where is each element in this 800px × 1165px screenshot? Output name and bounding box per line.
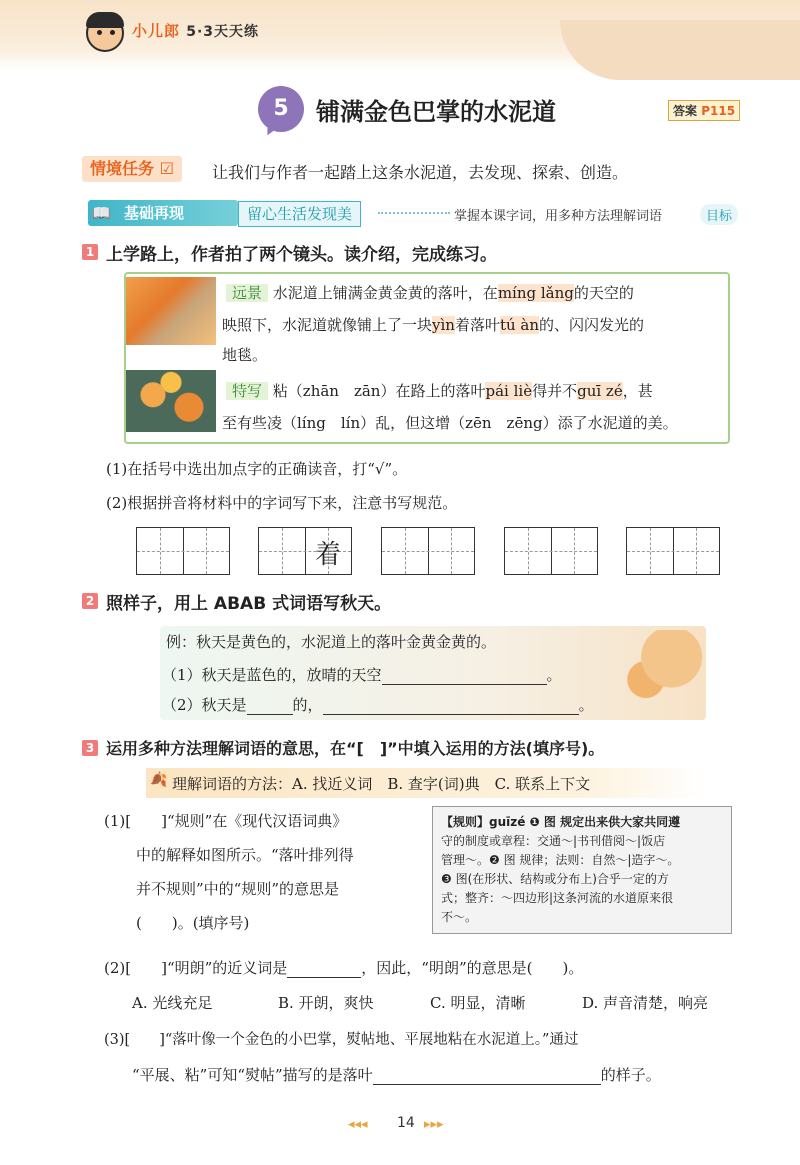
option-d[interactable]: D. 声音清楚，响亮 [582,994,709,1012]
material-line: 映照下，水泥道就像铺上了一块yìn着落叶tú àn的、闪闪发光的 [222,316,645,334]
answer-blank[interactable] [287,959,361,978]
answer-blank[interactable] [247,696,293,715]
fill-item: （2）秋天是 的， 。 [162,696,594,714]
label-close-up: 特写 [226,382,268,400]
page-arrows-right: ▸▸▸ [424,1117,444,1132]
sub-question-line: 中的解释如图所示。“落叶排列得 [136,846,354,864]
dictionary-entry: 【规则】guīzé ❶ 图 规定出来供大家共同遵 守的制度或章程：交通～|书刊借阅～|饭店 管理～。❷ 图 规律；法则：自然～|造字～。 ❸ 图(在形状、结构或分布上)合乎一定的方 式；整齐：～四边形|这条河流的水道原来很 不～。 [432,806,732,934]
option-b[interactable]: B. 开朗，爽快 [278,994,374,1012]
grid-character: 着 [315,540,342,570]
fill-item: （1）秋天是蓝色的，放晴的天空 。 [162,666,562,684]
sub-question-line: ( )。(填序号) [136,914,250,932]
page-arrows-left: ◂◂◂ [348,1117,368,1132]
question-number: 1 [82,244,98,260]
pinyin-blank: yìn [432,316,455,334]
answer-blank[interactable] [373,1066,601,1085]
sub-question-line: (1)[ ]“规则”在《现代汉语词典》 [104,812,348,830]
question-number: 3 [82,740,98,756]
pinyin-blank: tú àn [499,316,540,334]
pinyin-blank: guī zé [577,382,623,400]
option-c[interactable]: C. 明显，清晰 [430,994,526,1012]
question-number: 2 [82,593,98,609]
page-number: 14 [397,1115,415,1131]
writing-grid[interactable] [258,527,352,575]
autumn-tree-illustration [620,630,706,720]
sub-question: (2)根据拼音将材料中的字词写下来，注意书写规范。 [106,494,458,512]
method-list: 理解词语的方法：A. 找近义词 B. 查字(词)典 C. 联系上下文 [172,775,591,793]
book-icon: 📖 [92,204,111,222]
pinyin-blank: pái liè [485,382,533,400]
lesson-title: 铺满金色巴掌的水泥道 [316,98,556,126]
section-title: 基础再现 [88,200,238,226]
answer-blank[interactable] [323,696,579,715]
mascot-hair [86,12,124,28]
fallen-leaves-image [126,370,216,432]
material-line: 特写 粘（zhān zān）在路上的落叶pái liè得并不guī zé，甚 [226,380,653,401]
writing-grid[interactable] [136,527,230,575]
header-wave [560,20,800,80]
brand-logo: 小儿郎 5·3天天练 [132,22,260,40]
checkbox-icon: ☑ [159,159,174,178]
answer-blank[interactable] [382,666,547,685]
question-title: 运用多种方法理解词语的意思，在“[ ]”中填入运用的方法(填序号)。 [106,739,605,758]
sub-question-line: “平展、粘”可知“熨帖”描写的是落叶 的样子。 [132,1066,661,1084]
writing-grid[interactable] [626,527,720,575]
material-line: 至有些凌（líng lín）乱，但这增（zēn zēng）添了水泥道的美。 [222,414,678,432]
material-line: 地毯。 [222,346,268,364]
option-a[interactable]: A. 光线充足 [132,994,213,1012]
writing-grid[interactable] [381,527,475,575]
mascot-eye [97,30,102,35]
answer-reference[interactable]: 答案 P115 [668,100,740,121]
question-title: 照样子，用上 ABAB 式词语写秋天。 [106,594,392,614]
question-title: 上学路上，作者拍了两个镜头。读介绍，完成练习。 [106,245,497,265]
leaf-icon: 🍂 [150,772,168,788]
lesson-number-badge: 5 [258,86,304,132]
mascot-eye [110,30,115,35]
section-subtitle: 留心生活发现美 [238,201,361,227]
task-text: 让我们与作者一起踏上这条水泥道，去发现、探索、创造。 [212,163,629,182]
sub-question: (1)在括号中选出加点字的正确读音，打“√”。 [106,460,408,478]
example-sentence: 例：秋天是黄色的，水泥道上的落叶金黄金黄的。 [166,633,497,651]
goal-tag: 目标 [700,204,738,225]
dotted-divider [378,212,450,214]
writing-grid[interactable] [504,527,598,575]
sub-question-line: 并不规则”中的“规则”的意思是 [136,880,340,898]
sub-question-line: (3)[ ]“落叶像一个金色的小巴掌，熨帖地、平展地粘在水泥道上。”通过 [104,1032,579,1048]
label-long-shot: 远景 [226,284,268,302]
task-tag: 情境任务 ☑ [82,156,182,182]
autumn-road-image [126,277,216,345]
sub-question-line: (2)[ ]“明朗”的近义词是 ，因此，“明朗”的意思是( )。 [104,959,584,977]
pinyin-blank: míng lǎng [497,284,574,302]
section-goal: 掌握本课字词，用多种方法理解词语 [454,209,663,224]
material-line: 远景 水泥道上铺满金黄金黄的落叶，在míng lǎng的天空的 [226,282,634,303]
